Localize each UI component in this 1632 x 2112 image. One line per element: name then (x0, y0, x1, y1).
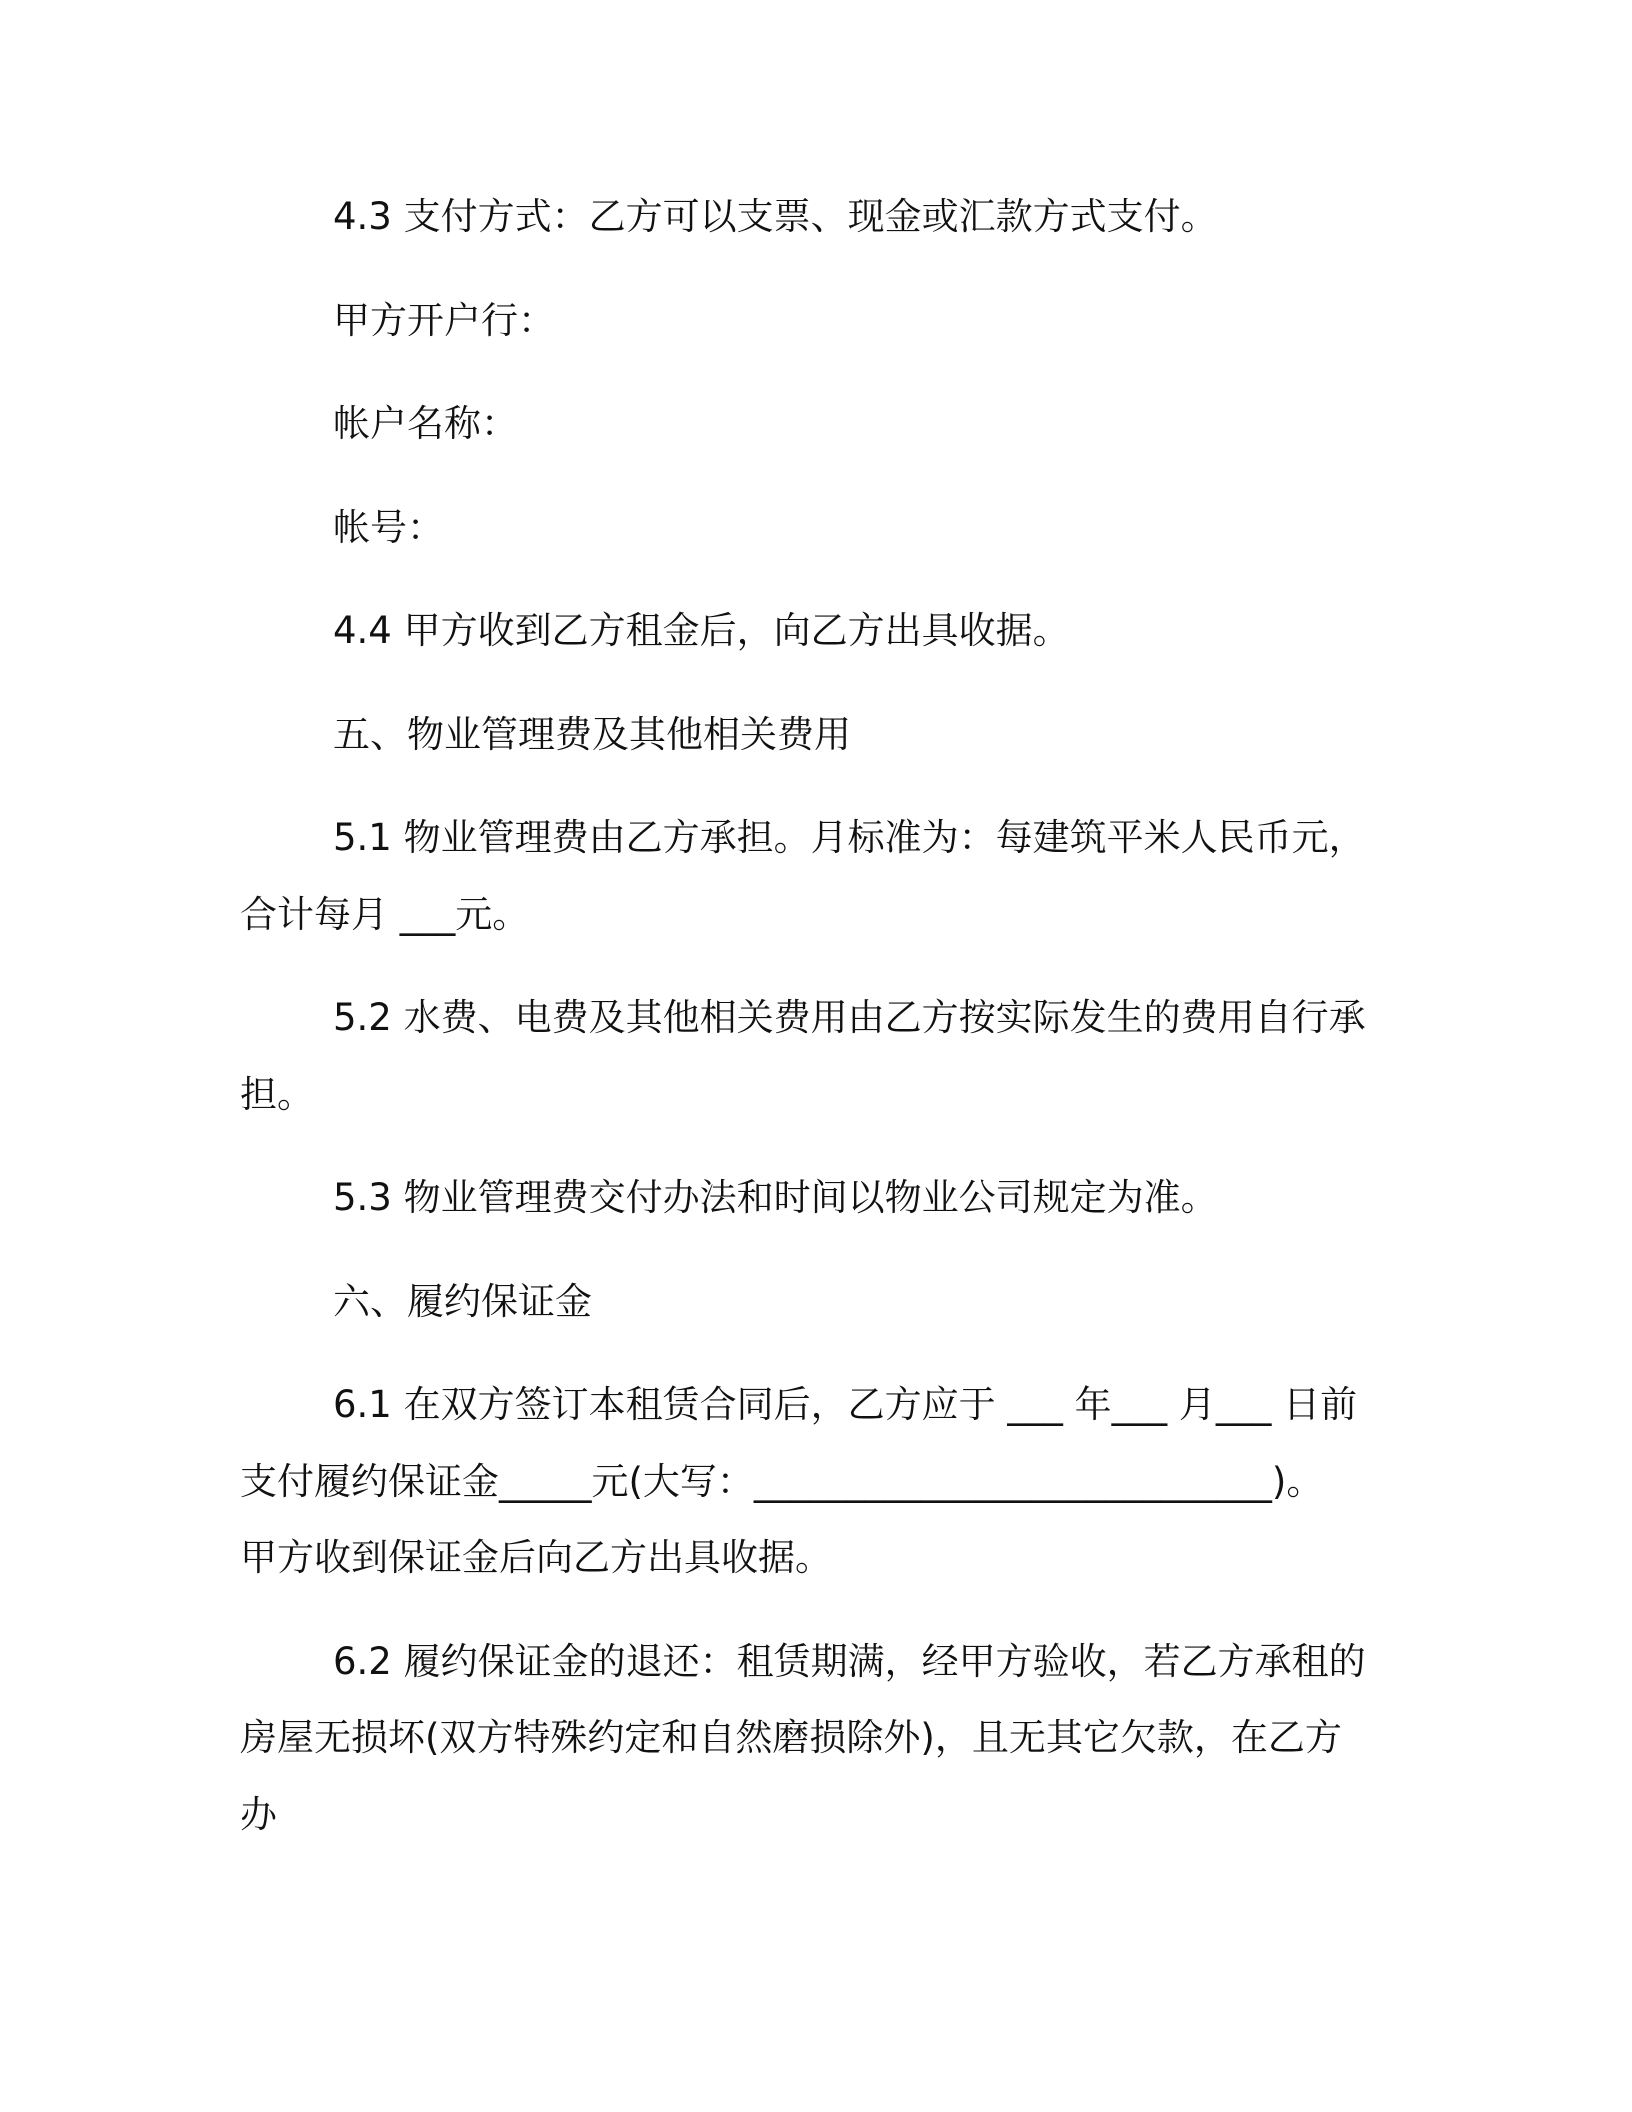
section-5-heading (240, 697, 1373, 774)
text-line: 甲方收到保证金后向乙方出具收据。 (240, 1536, 832, 1579)
text-line: 4.4 甲方收到乙方租金后，向乙方出具收据。 (333, 609, 1070, 652)
account-number-field (240, 490, 1373, 567)
text-line: 6.1 在双方签订本租赁合同后，乙方应于 ___ 年___ 月___ 日前 (333, 1383, 1358, 1426)
clause-5-1 (240, 800, 1373, 953)
text-line: 房屋无损坏(双方特殊约定和自然磨损除外)，且无其它欠款，在乙方办 (240, 1716, 1342, 1836)
text-line: 合计每月 ___元。 (240, 892, 530, 936)
section-6-heading (240, 1264, 1373, 1341)
text-line: 5.1 物业管理费由乙方承担。月标准为：每建筑平米人民币元， (333, 816, 1366, 859)
clause-4-3 (240, 179, 1373, 256)
text-line: 4.3 支付方式：乙方可以支票、现金或汇款方式支付。 (333, 195, 1218, 238)
text-line: 帐号： (333, 505, 444, 549)
clause-6-2 (240, 1624, 1373, 1854)
clause-5-2 (240, 980, 1373, 1133)
text-line: 五、物业管理费及其他相关费用 (333, 712, 851, 756)
text-line: 5.3 物业管理费交付办法和时间以物业公司规定为准。 (333, 1176, 1218, 1219)
text-line: 甲方开户行： (333, 298, 555, 342)
text-line: 担。 (240, 1072, 314, 1116)
account-name-field (240, 386, 1373, 463)
text-line: 5.2 水费、电费及其他相关费用由乙方按实际发生的费用自行承 (333, 996, 1366, 1039)
text-line: 六、履约保证金 (333, 1279, 592, 1323)
bank-name-field (240, 283, 1373, 360)
text-line: 支付履约保证金_____元(大写：____________________________)。 (240, 1459, 1324, 1503)
clause-5-3 (240, 1160, 1373, 1237)
clause-6-1 (240, 1367, 1373, 1597)
text-line: 帐户名称： (333, 402, 518, 445)
text-line: 6.2 履约保证金的退还：租赁期满，经甲方验收，若乙方承租的 (333, 1639, 1366, 1683)
clause-4-4 (240, 593, 1373, 670)
